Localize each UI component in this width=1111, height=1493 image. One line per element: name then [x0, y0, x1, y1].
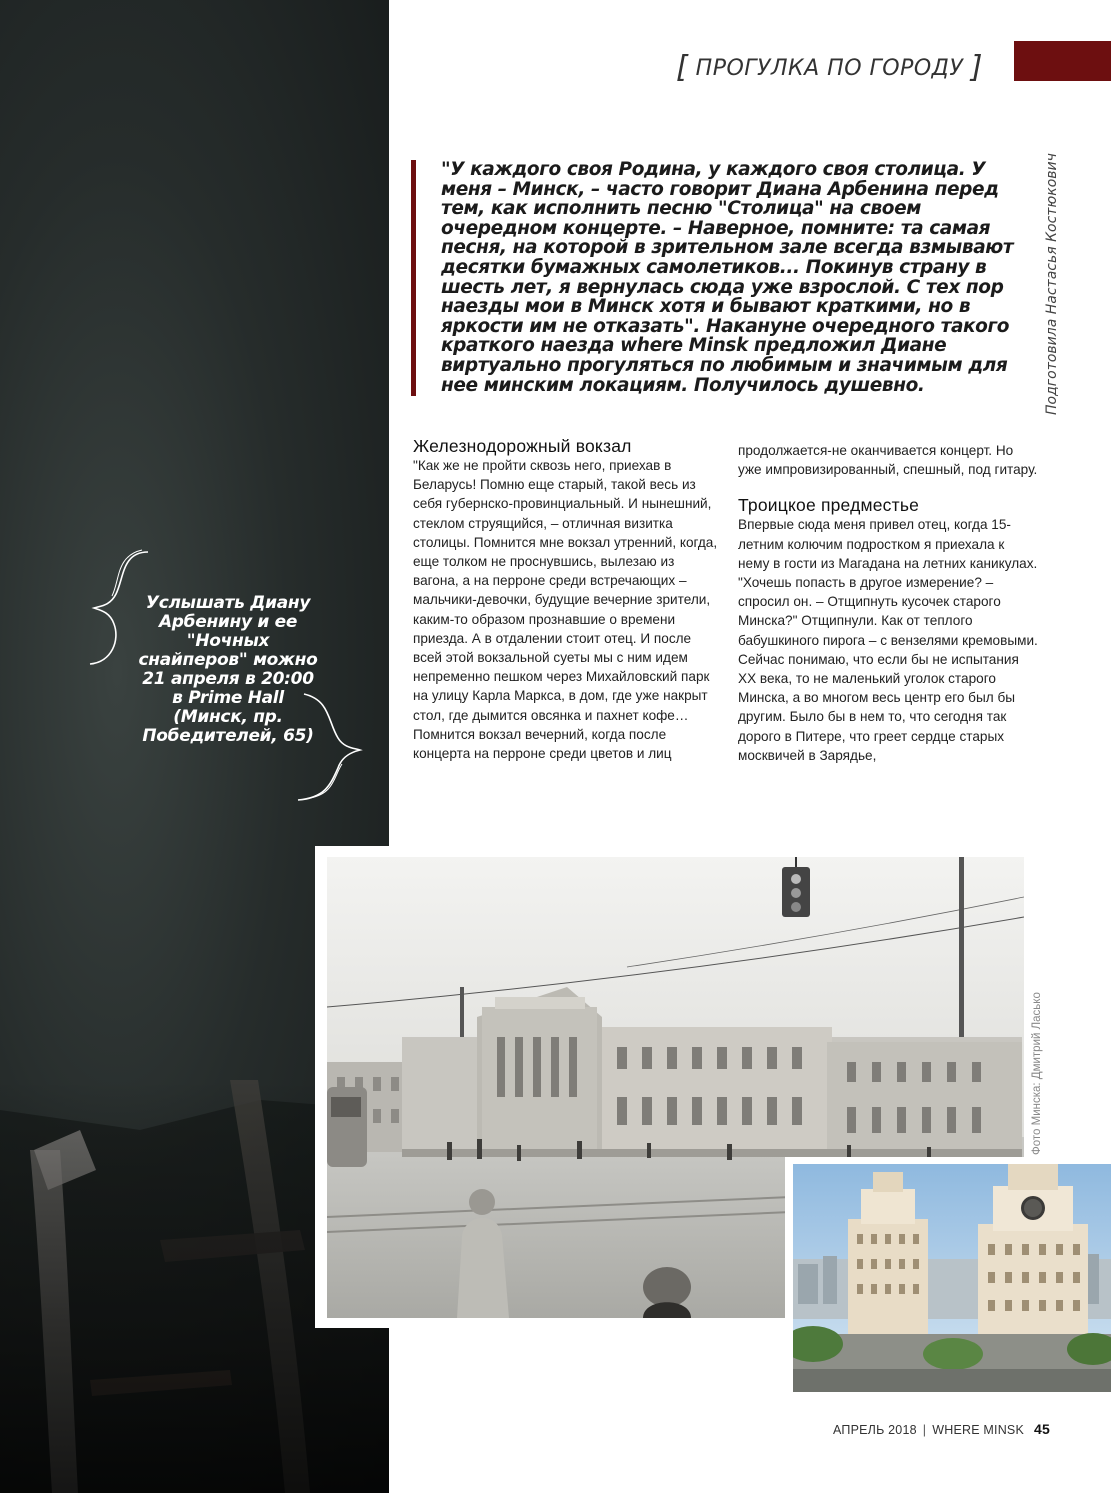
footer-separator: |	[922, 1423, 927, 1437]
lead-accent-bar	[411, 160, 416, 396]
lead-paragraph: "У каждого своя Родина, у каждого своя столица. У меня – Минск, – часто говорит Диана Арбенина перед тем, как исполнить песню "Столица" на своем очередном концерте. – Наверное, помните: та самая песня, на которой в зрительном зале всегда взмывают десятки бумажных самолетиков... Покинув страну в шесть лет, я вернулась сюда уже взрослой. С тех пор наезды мои в Минск хотя и бывают краткими, но в яркости им не отказать". Накануне очередного такого краткого наезда where Minsk предложил Диане виртуально прогуляться по любимым и значимым для нее минским локациям. Получилось душевно.	[441, 159, 1014, 396]
section-color-tab	[1014, 41, 1111, 81]
concert-announcement: Услышать Диану Арбенину и ее "Ночных снайперов" можно 21 апреля в 20:00 в Prime Hall (Минск, пр. Победителей, 65)	[138, 593, 318, 746]
bracket-close: ]	[970, 50, 983, 85]
article-column-1	[413, 436, 718, 763]
section1-body: "Как же не пройти сквозь него, приехав в Беларусь! Помню еще старый, такой весь из себя губернско-провинциальный. И нынешний, стеклом струящийся, – отличная визитка столицы. Помнится мне вокзал утренний, когда, еще толком не проснувшись, вылезаю из вагона, а на перроне среди встречающих – мальчики-девочки, будущие вечерние зрители, каким-то образом прознавшие о времени приезда. А в отдалении стоит отец. И после всей этой вокзальной суеты мы с ним идем непременно пешком через Михайловский парк на улицу Карла Маркса, в дом, где уже накрыт стол, где дымится овсянка и пахнет кофе… Помнится вокзал вечерний, когда после концерта на перроне среди цветов и лиц	[413, 458, 718, 762]
section-title	[676, 50, 983, 85]
section1-continued: продолжается-не оканчивается концерт. Но уже импровизированный, спешный, под гитару.	[738, 443, 1038, 478]
page-number: 45	[1034, 1421, 1050, 1437]
photo-credit	[1031, 955, 1051, 1155]
author-credit	[1044, 155, 1066, 415]
article-column-2	[738, 441, 1038, 765]
station-towers-illustration	[793, 1164, 1111, 1392]
section2-body: Впервые сюда меня привел отец, когда 15-летним колючим подростком я приехала к нему в гости из Магадана на летних каникулах. "Хочешь попасть в другое измерение? – спросил он. – Отщипнуть кусочек старого Минска?" Отщипнули. Как от теплого бабушкиного пирога – с вензелями кремовыми. Сейчас понимаю, что если бы не испытания ХХ века, то не маленький уголок старого Минска, а во многом весь центр его был бы другим. Было бы в нем то, что сегодня так дорого в Питере, что греет сердце старых москвичей в Зарядье,	[738, 517, 1038, 763]
section2-heading: Троицкое предместье	[738, 495, 920, 516]
modern-station-towers-photo	[793, 1164, 1111, 1392]
section1-heading: Железнодорожный вокзал	[413, 436, 632, 456]
photo-credit-text: Фото Минска: Дмитрий Ласько	[1031, 992, 1043, 1155]
page-footer	[833, 1421, 1050, 1437]
issue-date: АПРЕЛЬ 2018	[833, 1423, 917, 1437]
bracket-open: [	[675, 50, 689, 85]
magazine-name: WHERE MINSK	[932, 1423, 1025, 1437]
author-credit-text: Подготовила Настасья Костюкович	[1044, 153, 1060, 415]
section-title-text: ПРОГУЛКА ПО ГОРОДУ	[695, 56, 964, 81]
